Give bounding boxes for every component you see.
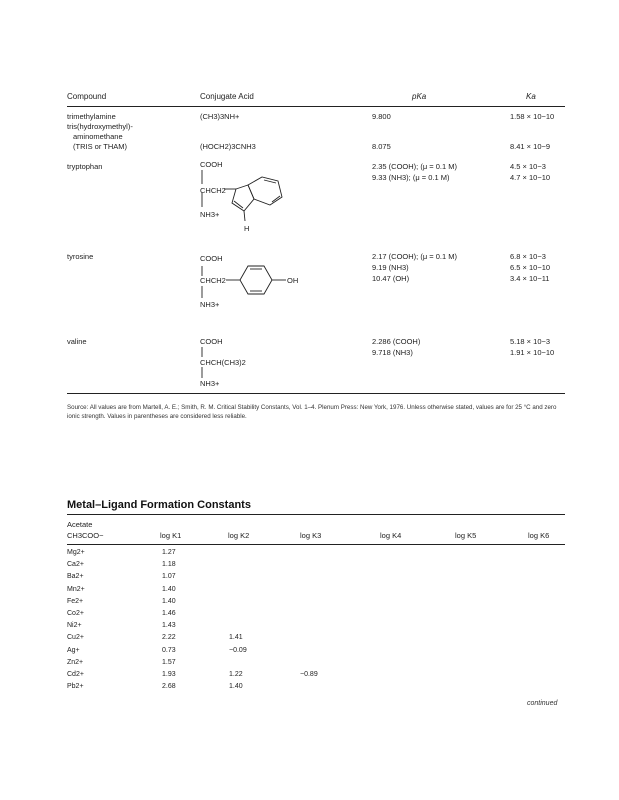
log-k1-value: 1.57 xyxy=(162,658,176,666)
pka-tris: 8.075 xyxy=(372,142,391,151)
col-log-k1: log K1 xyxy=(160,531,182,540)
table-row xyxy=(67,561,565,573)
log-k1-value: 2.22 xyxy=(162,634,176,642)
metal-ion: Ag+ xyxy=(67,646,80,654)
valine-nh3: NH3+ xyxy=(200,379,220,388)
compound-tris-line2: aminomethane xyxy=(73,132,123,141)
tryptophan-h: H xyxy=(244,224,250,233)
log-k1-value: 1.40 xyxy=(162,585,176,593)
tryptophan-cooh: COOH xyxy=(200,160,223,169)
col-log-k2: log K2 xyxy=(228,531,250,540)
metal-ion: Ni2+ xyxy=(67,622,82,630)
tryptophan-chch2: CHCH2 xyxy=(200,186,226,195)
header-compound: Compound xyxy=(67,92,107,101)
ka-trimethylamine: 1.58 × 10−10 xyxy=(510,112,555,121)
header-conjugate-acid: Conjugate Acid xyxy=(200,92,254,101)
log-k1-value: 1.46 xyxy=(162,610,176,617)
title-rule xyxy=(67,514,565,515)
pka-trimethylamine: 9.800 xyxy=(372,112,391,121)
ka-tryptophan-1: 4.5 × 10−3 xyxy=(510,162,546,171)
formation-header-rule xyxy=(67,544,565,545)
acid-table-header: Compound Conjugate Acid pKa Ka xyxy=(67,92,536,101)
metal-ion: Cu2+ xyxy=(67,634,84,642)
ligand-formula: CH3COO− xyxy=(67,531,104,540)
tryptophan-structure-icon xyxy=(196,165,296,227)
compound-tyrosine: tyrosine xyxy=(67,252,94,261)
metal-ion: Zn2+ xyxy=(67,658,84,666)
pka-tyrosine-1: 2.17 (COOH); (μ = 0.1 M) xyxy=(372,252,457,261)
table-row xyxy=(67,622,565,634)
log-k3-value: −0.89 xyxy=(300,671,318,678)
ka-tyrosine-3: 3.4 × 10−11 xyxy=(510,274,550,283)
metal-ion: Fe2+ xyxy=(67,597,84,605)
ka-valine-1: 5.18 × 10−3 xyxy=(510,337,551,346)
compound-tryptophan: tryptophan xyxy=(67,162,103,171)
table-row xyxy=(67,586,565,598)
tyrosine-structure-icon xyxy=(196,258,292,304)
ka-tris: 8.41 × 10−9 xyxy=(510,142,551,151)
log-k1-value: 1.43 xyxy=(162,622,176,630)
ligand-label: Acetate xyxy=(67,520,93,529)
metal-ion: Pb2+ xyxy=(67,683,84,691)
log-k1-value: 2.68 xyxy=(162,683,176,691)
conjugate-acid-trimethylamine: (CH3)3NH+ xyxy=(200,112,240,121)
source-note: Source: All values are from Martell, A. E.; Smith, R. M. Critical Stability Constants, Vol. 1–4. Plenum Press: New York, 1976. Unless otherwise stated, values are for 25 °C and zero ionic strength. Values in parentheses are considered less reliable. xyxy=(67,404,557,420)
table-row xyxy=(67,634,565,646)
col-log-k3: log K3 xyxy=(300,531,322,540)
log-k1-value: 1.93 xyxy=(162,671,176,678)
tyrosine-nh3: NH3+ xyxy=(200,300,220,309)
log-k1-value: 1.40 xyxy=(162,597,176,605)
table-row xyxy=(67,659,565,671)
ka-tyrosine-2: 6.5 × 10−10 xyxy=(510,263,551,272)
table-bottom-rule xyxy=(67,393,565,394)
ka-tyrosine-1: 6.8 × 10−3 xyxy=(510,252,546,261)
pka-tryptophan-2: 9.33 (NH3); (μ = 0.1 M) xyxy=(372,173,450,182)
formation-table-title: Metal–Ligand Formation Constants xyxy=(67,499,251,511)
log-k2-value: −0.09 xyxy=(229,646,247,654)
ka-tryptophan-2: 4.7 × 10−10 xyxy=(510,173,551,182)
table-row xyxy=(67,647,565,659)
compound-tris-line3: (TRIS or THAM) xyxy=(73,142,128,151)
log-k2-value: 1.41 xyxy=(229,634,243,642)
log-k1-value: 0.73 xyxy=(162,646,176,654)
table-row xyxy=(67,683,565,695)
pka-tyrosine-2: 9.19 (NH3) xyxy=(372,263,409,272)
table-row xyxy=(67,598,565,610)
col-log-k5: log K5 xyxy=(455,531,477,540)
metal-ion: Mn2+ xyxy=(67,585,85,593)
tyrosine-chch2: CHCH2 xyxy=(200,276,226,285)
conjugate-acid-tris: (HOCH2)3CNH3 xyxy=(200,142,256,151)
compound-valine: valine xyxy=(67,337,87,346)
log-k1-value: 1.18 xyxy=(162,561,176,569)
log-k1-value: 1.07 xyxy=(162,573,176,581)
valine-structure-icon xyxy=(196,345,210,381)
header-rule xyxy=(67,106,565,107)
metal-ion: Ba2+ xyxy=(67,573,84,581)
continued-label: continued xyxy=(527,700,558,707)
tryptophan-nh3: NH3+ xyxy=(200,210,220,219)
metal-ion: Cd2+ xyxy=(67,671,84,678)
col-log-k6: log K6 xyxy=(528,531,550,540)
pka-tryptophan-1: 2.35 (COOH); (μ = 0.1 M) xyxy=(372,162,457,171)
tyrosine-cooh: COOH xyxy=(200,254,223,263)
metal-ion: Co2+ xyxy=(67,610,84,617)
pka-tyrosine-3: 10.47 (OH) xyxy=(372,274,410,283)
table-row xyxy=(67,573,565,585)
table-row xyxy=(67,549,565,561)
valine-cooh: COOH xyxy=(200,337,223,346)
tyrosine-oh: OH xyxy=(287,276,299,285)
log-k1-value: 1.27 xyxy=(162,549,176,556)
col-log-k4: log K4 xyxy=(380,531,402,540)
log-k2-value: 1.40 xyxy=(229,683,243,691)
compound-trimethylamine: trimethylamine xyxy=(67,112,116,121)
metal-ion: Mg2+ xyxy=(67,549,85,556)
pka-valine-1: 2.286 (COOH) xyxy=(372,337,421,346)
compound-tris-line1: tris(hydroxymethyl)- xyxy=(67,122,133,131)
valine-chch: CHCH(CH3)2 xyxy=(200,358,246,367)
table-row xyxy=(67,671,565,683)
pka-valine-2: 9.718 (NH3) xyxy=(372,348,413,357)
metal-ion: Ca2+ xyxy=(67,561,84,569)
log-k2-value: 1.22 xyxy=(229,671,243,678)
ka-valine-2: 1.91 × 10−10 xyxy=(510,348,555,357)
table-row xyxy=(67,610,565,622)
